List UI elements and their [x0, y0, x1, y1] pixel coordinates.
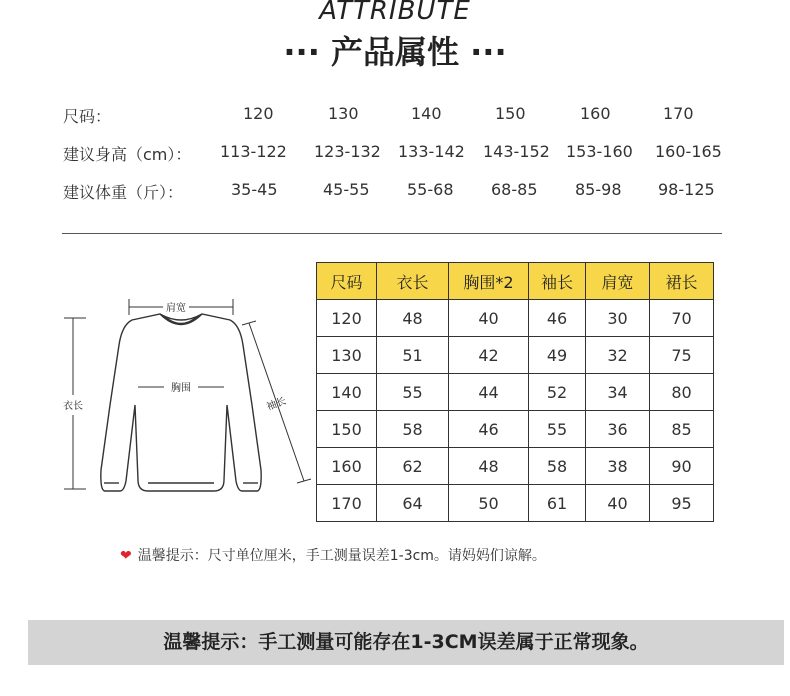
- attr-value: 160-165: [655, 142, 722, 161]
- table-cell: 150: [317, 411, 377, 448]
- table-cell: 44: [449, 374, 529, 411]
- table-cell: 36: [586, 411, 650, 448]
- table-cell: 130: [317, 337, 377, 374]
- attr-value: 123-132: [314, 142, 381, 161]
- table-cell: 64: [377, 485, 449, 522]
- attr-value: 150: [495, 104, 526, 123]
- label-length: 衣长: [63, 401, 83, 412]
- attr-value: 35-45: [231, 180, 278, 199]
- table-cell: 40: [449, 300, 529, 337]
- table-cell: 70: [650, 300, 714, 337]
- table-cell: 85: [650, 411, 714, 448]
- attr-value: 68-85: [491, 180, 538, 199]
- table-cell: 90: [650, 448, 714, 485]
- attr-label: 建议身高（cm）：: [63, 145, 192, 164]
- header-cell: 肩宽: [586, 263, 650, 300]
- header-cell: 裙长: [650, 263, 714, 300]
- attr-value: 143-152: [483, 142, 550, 161]
- label-sleeve: 袖长: [265, 395, 288, 413]
- table-cell: 61: [529, 485, 586, 522]
- table-cell: 52: [529, 374, 586, 411]
- attr-value: 133-142: [398, 142, 465, 161]
- table-cell: 46: [529, 300, 586, 337]
- table-cell: 42: [449, 337, 529, 374]
- table-row: [317, 337, 714, 374]
- attr-value: 113-122: [220, 142, 287, 161]
- table-cell: 38: [586, 448, 650, 485]
- attr-value: 160: [580, 104, 611, 123]
- attr-value: 170: [663, 104, 694, 123]
- header-cell: 衣长: [377, 263, 449, 300]
- table-cell: 170: [317, 485, 377, 522]
- table-row: [317, 411, 714, 448]
- attr-value: 85-98: [575, 180, 622, 199]
- table-row: [317, 485, 714, 522]
- table-cell: 51: [377, 337, 449, 374]
- table-cell: 48: [449, 448, 529, 485]
- table-row: [317, 448, 714, 485]
- table-cell: 55: [377, 374, 449, 411]
- label-shoulder: 肩宽: [166, 303, 186, 314]
- divider: [62, 233, 722, 234]
- table-cell: 34: [586, 374, 650, 411]
- table-cell: 80: [650, 374, 714, 411]
- table-cell: 55: [529, 411, 586, 448]
- title-cn: ··· 产品属性 ···: [283, 33, 507, 71]
- shirt-diagram: [52, 285, 317, 505]
- size-note: [120, 545, 546, 565]
- table-cell: 50: [449, 485, 529, 522]
- shirt-outline: [101, 314, 261, 491]
- table-cell: 140: [317, 374, 377, 411]
- attr-value: 98-125: [658, 180, 715, 199]
- size-table-header: [317, 263, 714, 300]
- title-en: ATTRIBUTE: [319, 0, 471, 26]
- table-cell: 46: [449, 411, 529, 448]
- measurement-banner: [28, 620, 784, 665]
- table-cell: 75: [650, 337, 714, 374]
- table-row: [317, 374, 714, 411]
- heart-icon: ❤: [120, 548, 132, 564]
- table-row: [317, 300, 714, 337]
- table-cell: 49: [529, 337, 586, 374]
- attr-label: 尺码：: [63, 107, 112, 126]
- header-cell: 尺码: [317, 263, 377, 300]
- table-cell: 58: [377, 411, 449, 448]
- attr-value: 130: [328, 104, 359, 123]
- table-cell: 95: [650, 485, 714, 522]
- size-table: [316, 262, 714, 522]
- label-chest: 胸围: [171, 383, 191, 394]
- table-cell: 62: [377, 448, 449, 485]
- attr-value: 45-55: [323, 180, 370, 199]
- attr-value: 55-68: [407, 180, 454, 199]
- note-text: 温馨提示：尺寸单位厘米，手工测量误差1-3cm。请妈妈们谅解。: [137, 548, 546, 564]
- table-cell: 120: [317, 300, 377, 337]
- table-cell: 32: [586, 337, 650, 374]
- attr-value: 120: [243, 104, 274, 123]
- table-cell: 30: [586, 300, 650, 337]
- table-cell: 160: [317, 448, 377, 485]
- table-cell: 58: [529, 448, 586, 485]
- attr-label: 建议体重（斤）：: [63, 183, 184, 202]
- banner-text: 温馨提示：手工测量可能存在1-3CM误差属于正常现象。: [163, 631, 649, 653]
- header-cell: 袖长: [529, 263, 586, 300]
- header-cell: 胸围*2: [449, 263, 529, 300]
- attr-value: 153-160: [566, 142, 633, 161]
- table-cell: 40: [586, 485, 650, 522]
- attr-value: 140: [411, 104, 442, 123]
- table-cell: 48: [377, 300, 449, 337]
